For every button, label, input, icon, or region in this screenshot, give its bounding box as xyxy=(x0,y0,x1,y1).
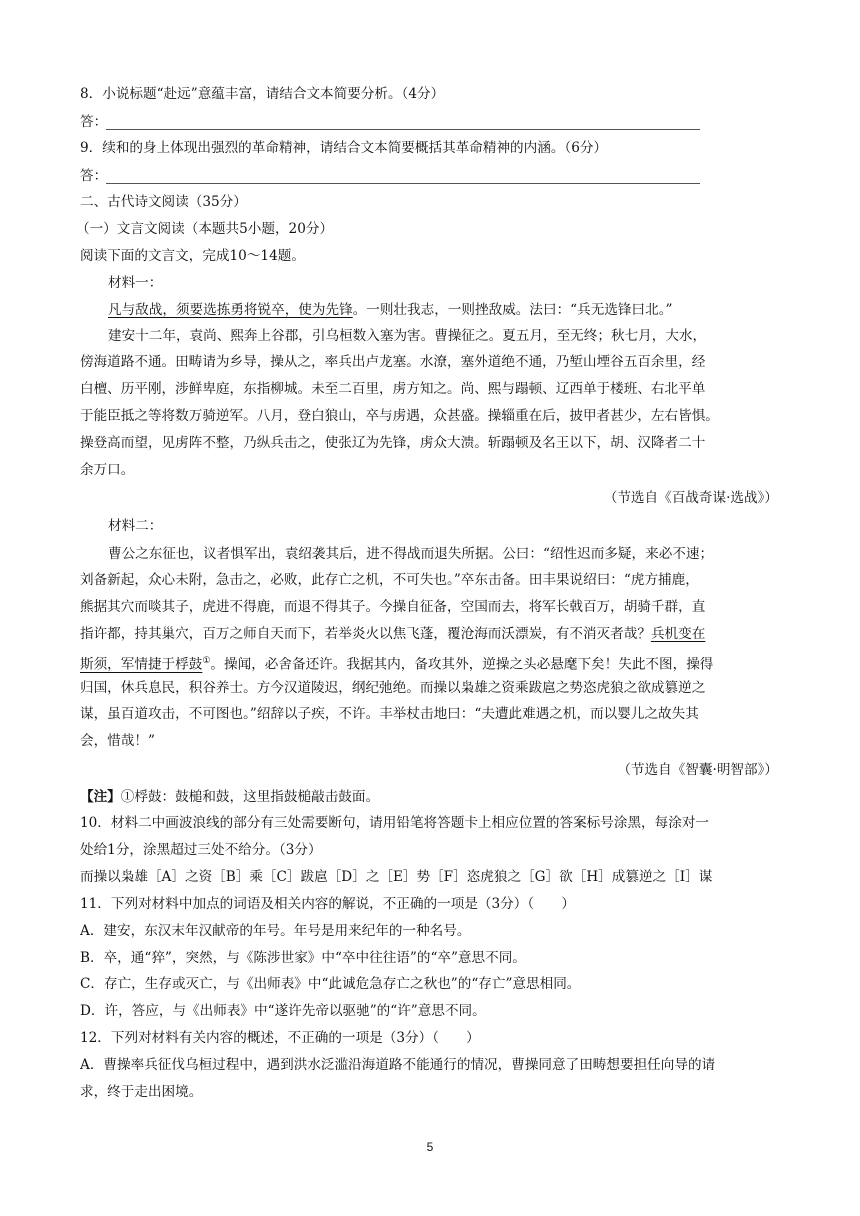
material-1-line: 白檀、历平刚，涉鲜卑庭，东指柳城。未至二百里，虏方知之。尚、熙与蹋顿、辽西单于楼班、右北平单 xyxy=(80,381,706,397)
material-2-source: （节选自《智囊·明智部》） xyxy=(617,762,778,778)
footnote-label: 【注】 xyxy=(80,789,121,805)
option-a[interactable]: A．建安，东汉末年汉献帝的年号。年号是用来纪年的一种名号。 xyxy=(80,923,471,939)
underlined-phrase: 兵机变在 xyxy=(650,626,706,642)
footnote-mark: ① xyxy=(202,656,211,666)
answer-rule xyxy=(106,183,700,184)
question-10: 10．材料二中画波浪线的部分有三处需要断句，请用铅笔将答题卡上相应位置的答案标号涂黑，每涂对一 xyxy=(80,815,710,831)
material-1-line: 于能臣抵之等将数万骑逆军。八月，登白狼山，卒与虏遇，众甚盛。操辎重在后，披甲者甚少，左右皆惧。 xyxy=(80,408,719,424)
section-heading: 二、古代诗文阅读（35分） xyxy=(80,194,247,210)
material-2-line: 曹公之东征也，议者惧军出，袁绍袭其后，进不得战而退失所据。公曰：“绍性迟而多疑，来必不速； xyxy=(108,546,714,562)
material-1-line: 傍海道路不通。田畴请为乡导，操从之，率兵出卢龙塞。水潦，塞外道绝不通，乃堑山堙谷五百余里，经 xyxy=(80,354,706,370)
material-2-line-text: 指许都，持其巢穴，百万之师自天而下，若举炎火以焦飞蓬，覆沧海而沃漂炭，有不消灭者哉？ xyxy=(80,626,651,642)
material-2-line: 会，惜哉！” xyxy=(80,733,155,749)
material-1-line: 建安十二年，袁尚、熙奔上谷郡，引乌桓数入塞为害。曹操征之。夏五月，至无终；秋七月，大水， xyxy=(108,328,707,344)
question-12: 12．下列对材料有关内容的概述，不正确的一项是（3分）（ ） xyxy=(80,1030,480,1046)
footnote xyxy=(80,787,379,807)
question-9: 9．续和的身上体现出强烈的革命精神，请结合文本简要概括其革命精神的内涵。（6分） xyxy=(80,140,608,156)
material-1-line: 余万口。 xyxy=(80,462,135,478)
option-a-cont: 求，终于走出困境。 xyxy=(80,1084,203,1100)
material-1-source: （节选自《百战奇谋·选战》） xyxy=(603,490,778,506)
question-10-sentence: 而操以枭雄［A］之资［B］乘［C］跋扈［D］之［E］势［F］恣虎狼之［G］欲［H］成篡逆之［I］谋 xyxy=(80,869,713,885)
answer-rule xyxy=(106,129,700,130)
material-2-line: 熊据其穴而啖其子，虎进不得鹿，而退不得其子。今操自征备，空国而去，将军长戟百万，胡骑千群，直 xyxy=(80,599,706,615)
material-2-title: 材料二： xyxy=(108,518,163,534)
material-2-line: 刘备新起，众心未附，急击之，必败，此存亡之机，不可失也。”卒东击备。田丰果说绍曰：“虎方捕鹿， xyxy=(80,572,699,588)
answer-label: 答： xyxy=(80,114,108,130)
material-1-title: 材料一： xyxy=(108,275,163,291)
material-2-line: 谋，虽百道攻击，不可图也。”绍辞以子疾，不许。丰举杖击地曰：“夫遭此难遇之机，而以婴儿之故失其 xyxy=(80,706,699,722)
question-11: 11．下列对材料中加点的词语及相关内容的解说，不正确的一项是（3分）（ ） xyxy=(80,896,575,912)
answer-line-9[interactable] xyxy=(80,166,700,186)
answer-label: 答： xyxy=(80,168,108,184)
underlined-phrase: 凡与敌战，须要选拣勇将锐卒，使为先锋 xyxy=(108,302,353,318)
underlined-phrase: 斯须，军情捷于桴鼓 xyxy=(80,656,203,673)
option-b[interactable]: B．卒，通“猝”，突然，与《陈涉世家》中“卒中往往语”的“卒”意思不同。 xyxy=(80,950,526,966)
material-2-line-text: 。操闻，必舍备还许。我据其内，备攻其外，逆操之头必悬麾下矣！失此不图，操得 xyxy=(210,656,714,673)
page-number: 5 xyxy=(426,1140,434,1154)
option-c[interactable]: C．存亡，生存或灭亡，与《出师表》中“此诚危急存亡之秋也”的“存亡”意思相同。 xyxy=(80,976,581,992)
material-2-line xyxy=(80,624,705,644)
question-10-cont: 处给1分，涂黑超过三处不给分。（3分） xyxy=(80,842,322,858)
answer-line-8[interactable] xyxy=(80,112,700,132)
material-2-line xyxy=(80,651,713,675)
material-2-line: 归国，休兵息民，积谷养士。方今汉道陵迟，纲纪弛绝。而操以枭雄之资乘跋扈之势恣虎狼之欲成篡逆之 xyxy=(80,680,706,696)
footnote-text: ①桴鼓：鼓槌和鼓，这里指鼓槌敲击鼓面。 xyxy=(120,789,380,805)
reading-instruction: 阅读下面的文言文，完成10～14题。 xyxy=(80,248,305,264)
question-8: 8．小说标题“赴远”意蕴丰富，请结合文本简要分析。（4分） xyxy=(80,86,445,102)
material-1-line: 操登高而望，见虏阵不整，乃纵兵击之，使张辽为先锋，虏众大溃。斩蹋顿及名王以下，胡、汉降者二十 xyxy=(80,435,706,451)
subsection-heading: （一）文言文阅读（本题共5小题，20分） xyxy=(76,221,334,237)
option-d[interactable]: D．许，答应，与《出师表》中“遂许先帝以驱驰”的“许”意思不同。 xyxy=(80,1003,486,1019)
material-1-intro xyxy=(108,300,672,320)
material-1-intro-rest: 。一则壮我志，一则挫敌威。法曰：“兵无选锋曰北。” xyxy=(352,302,673,318)
option-a[interactable]: A．曹操率兵征伐乌桓过程中，遇到洪水泛滥沿海道路不能通行的情况，曹操同意了田畴想要担任向导的请 xyxy=(80,1057,716,1073)
